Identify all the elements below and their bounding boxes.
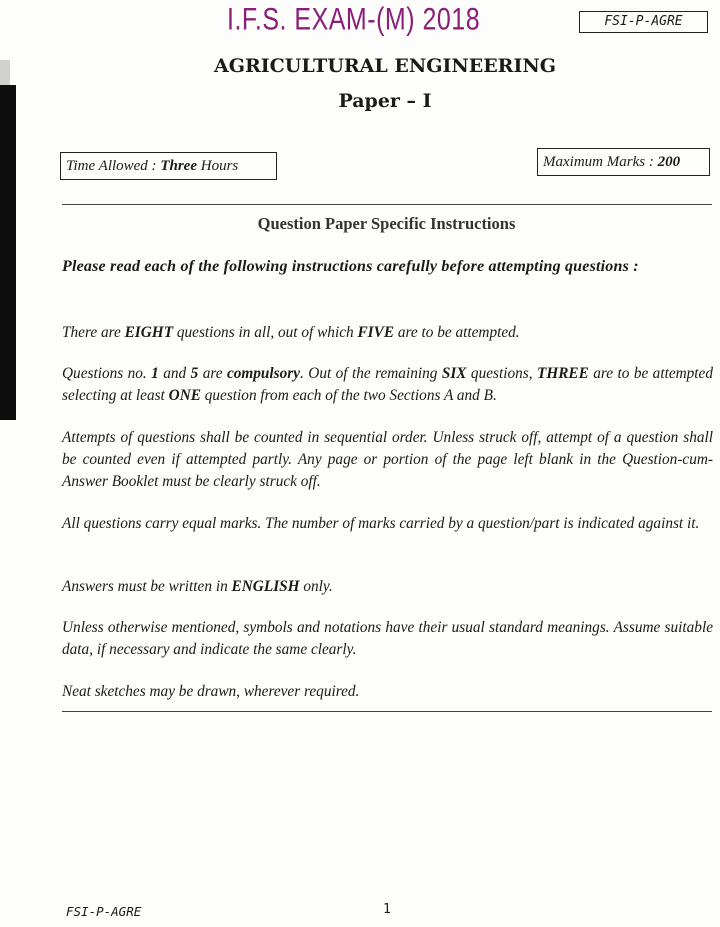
page-number: 1 bbox=[383, 902, 391, 917]
instruction-question-count: There are EIGHT questions in all, out of which FIVE are to be attempted. bbox=[62, 324, 520, 341]
maximum-marks-box bbox=[537, 148, 710, 176]
instruction-compulsory: Questions no. 1 and 5 are compulsory. Out of the remaining SIX questions, THREE are to be attempted selecting at least ONE question from each of the two Sections A and B. bbox=[62, 365, 713, 404]
instruction-sequential-order: Attempts of questions shall be counted in sequential order. Unless struck off, attempt of a question shall be counted even if attempted partly. Any page or portion of the page left blank in the Question-cum-Answer Booklet must be clearly struck off. bbox=[62, 429, 713, 490]
instructions-heading: Question Paper Specific Instructions bbox=[257, 214, 516, 233]
paper-code-box: FSI-P-AGRE bbox=[579, 11, 708, 33]
subject-title: AGRICULTURAL ENGINEERING bbox=[214, 55, 556, 77]
time-allowed-box bbox=[60, 152, 277, 180]
instruction-equal-marks: All questions carry equal marks. The number of marks carried by a question/part is indicated against it. bbox=[62, 515, 700, 532]
marks-value: 200 bbox=[657, 154, 681, 170]
bottom-divider bbox=[62, 711, 712, 712]
instruction-language: Answers must be written in ENGLISH only. bbox=[62, 578, 333, 595]
instruction-sketches: Neat sketches may be drawn, wherever required. bbox=[62, 683, 360, 700]
paper-number: Paper – I bbox=[338, 90, 432, 112]
time-value: Three bbox=[160, 158, 197, 174]
time-unit: Hours bbox=[196, 158, 239, 174]
handwritten-exam-title: I.F.S. EXAM-(M) 2018 bbox=[227, 2, 481, 37]
instruction-notations: Unless otherwise mentioned, symbols and notations have their usual standard meanings. Assume suitable data, if necessary and indicate the same clearly. bbox=[62, 619, 713, 658]
time-label: Time Allowed : bbox=[66, 158, 161, 174]
footer-paper-code: FSI-P-AGRE bbox=[66, 904, 142, 919]
marks-label: Maximum Marks : bbox=[543, 154, 658, 170]
scan-edge-dark bbox=[0, 85, 16, 420]
instructions-lead: Please read each of the following instructions carefully before attempting questions : bbox=[62, 258, 639, 275]
top-divider bbox=[62, 204, 712, 205]
